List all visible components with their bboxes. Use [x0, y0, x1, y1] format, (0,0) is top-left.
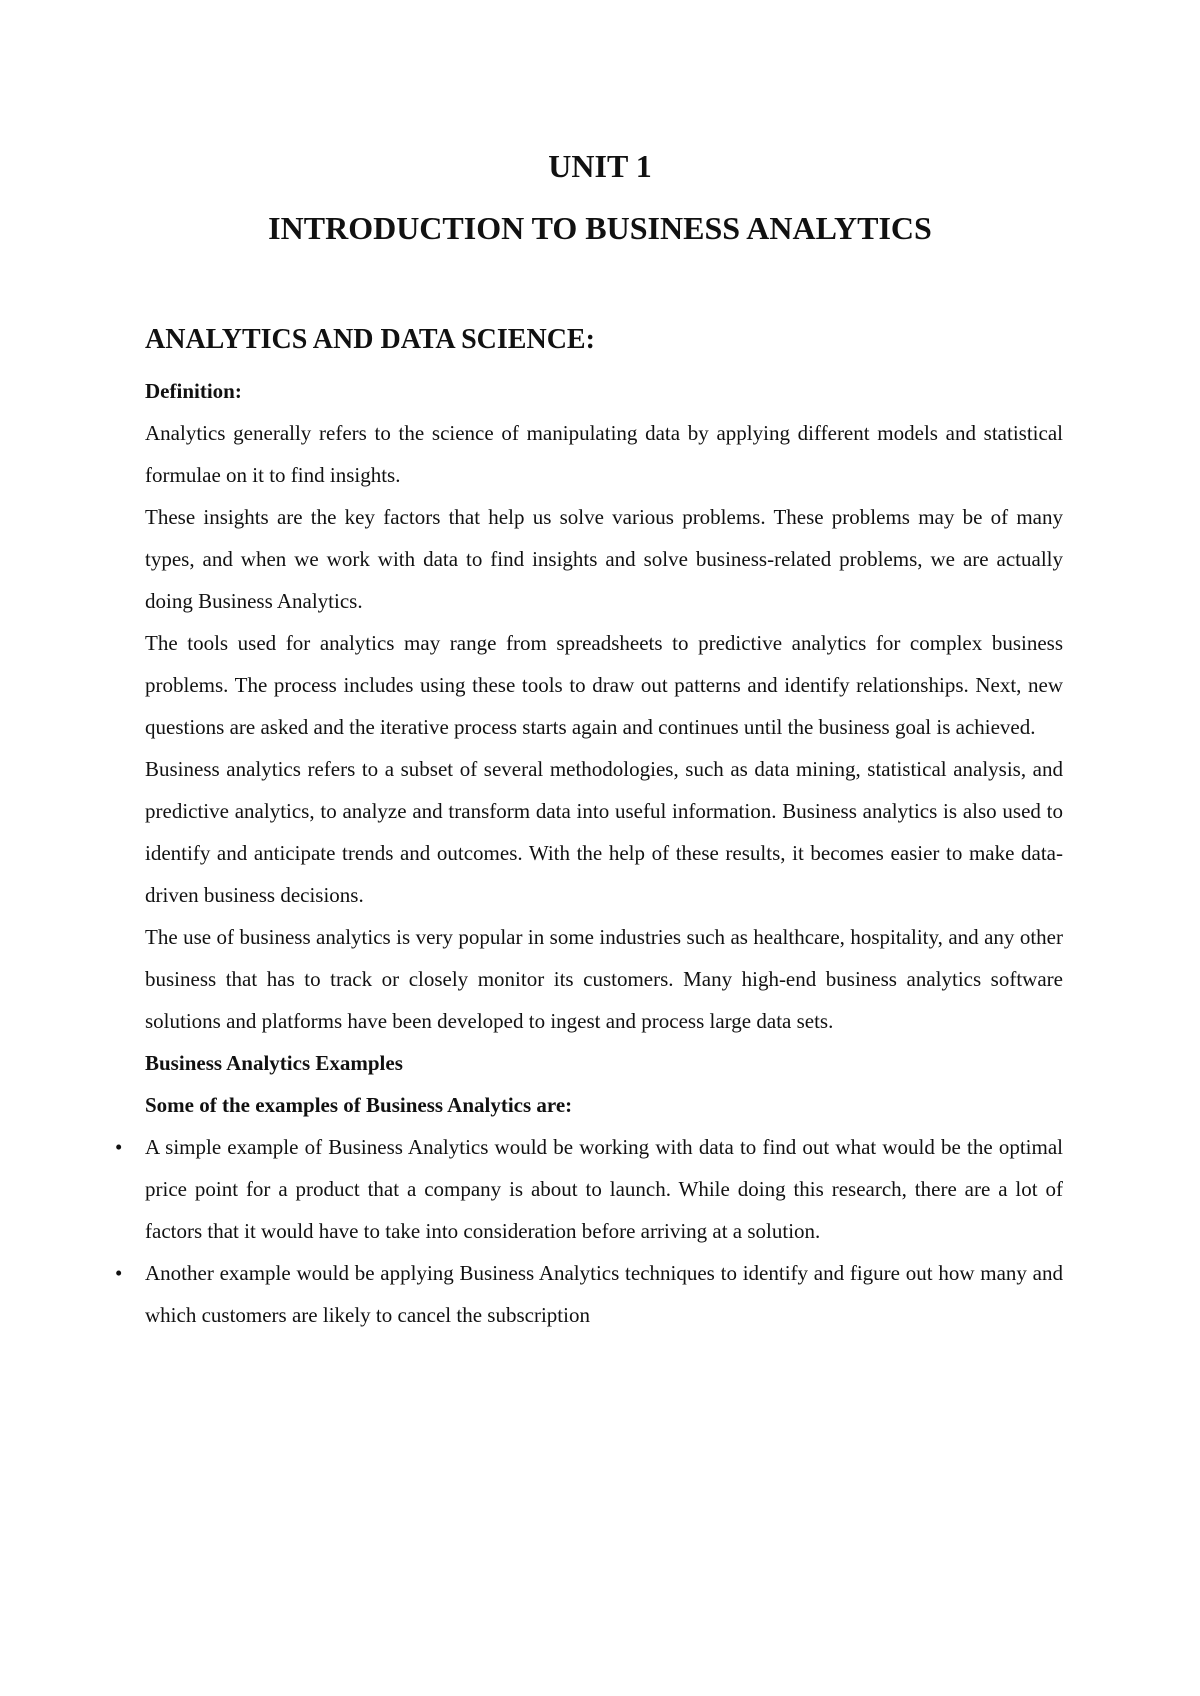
list-item	[115, 1126, 1063, 1252]
paragraph-analytics-definition: Analytics generally refers to the science of manipulating data by applying different models and statistical formulae on it to find insights.	[145, 421, 1063, 487]
document-body	[115, 320, 1063, 1336]
example-price-point: A simple example of Business Analytics would be working with data to find out what would be the optimal price point for a product that a company is about to launch. While doing this research, there are a lot of factors that it would have to take into consideration before arriving at a solution.	[145, 1135, 1063, 1243]
examples-list	[115, 1126, 1063, 1336]
example-customer-churn: Another example would be applying Business Analytics techniques to identify and figure out how many and which customers are likely to cancel the subscription	[145, 1261, 1063, 1327]
unit-title: UNIT 1	[548, 148, 652, 184]
list-item	[115, 1252, 1063, 1336]
bullet-icon: •	[115, 1261, 123, 1285]
paragraph-business-analytics: Business analytics refers to a subset of several methodologies, such as data mining, statistical analysis, and predictive analytics, to analyze and transform data into useful information. Business analytics is also used to identify and anticipate trends and outcomes. With the help of these results, it becomes easier to make data-driven business decisions.	[145, 757, 1063, 907]
examples-intro: Some of the examples of Business Analytics are:	[145, 1093, 573, 1117]
definition-label: Definition:	[145, 379, 242, 403]
bullet-icon: •	[115, 1135, 123, 1159]
paragraph-tools: The tools used for analytics may range from spreadsheets to predictive analytics for complex business problems. The process includes using these tools to draw out patterns and identify relationships. Next, new questions are asked and the iterative process starts again and continues until the business goal is achieved.	[145, 631, 1063, 739]
section-heading: ANALYTICS AND DATA SCIENCE:	[145, 324, 595, 355]
paragraph-industries: The use of business analytics is very popular in some industries such as healthcare, hospitality, and any other business that has to track or closely monitor its customers. Many high-end business analytics software solutions and platforms have been developed to ingest and process large data sets.	[145, 925, 1063, 1033]
examples-label: Business Analytics Examples	[145, 1051, 403, 1075]
paragraph-insights: These insights are the key factors that help us solve various problems. These problems may be of many types, and when we work with data to find insights and solve business-related problems, we are actually doing Business Analytics.	[145, 505, 1063, 613]
document-title: INTRODUCTION TO BUSINESS ANALYTICS	[268, 210, 932, 246]
